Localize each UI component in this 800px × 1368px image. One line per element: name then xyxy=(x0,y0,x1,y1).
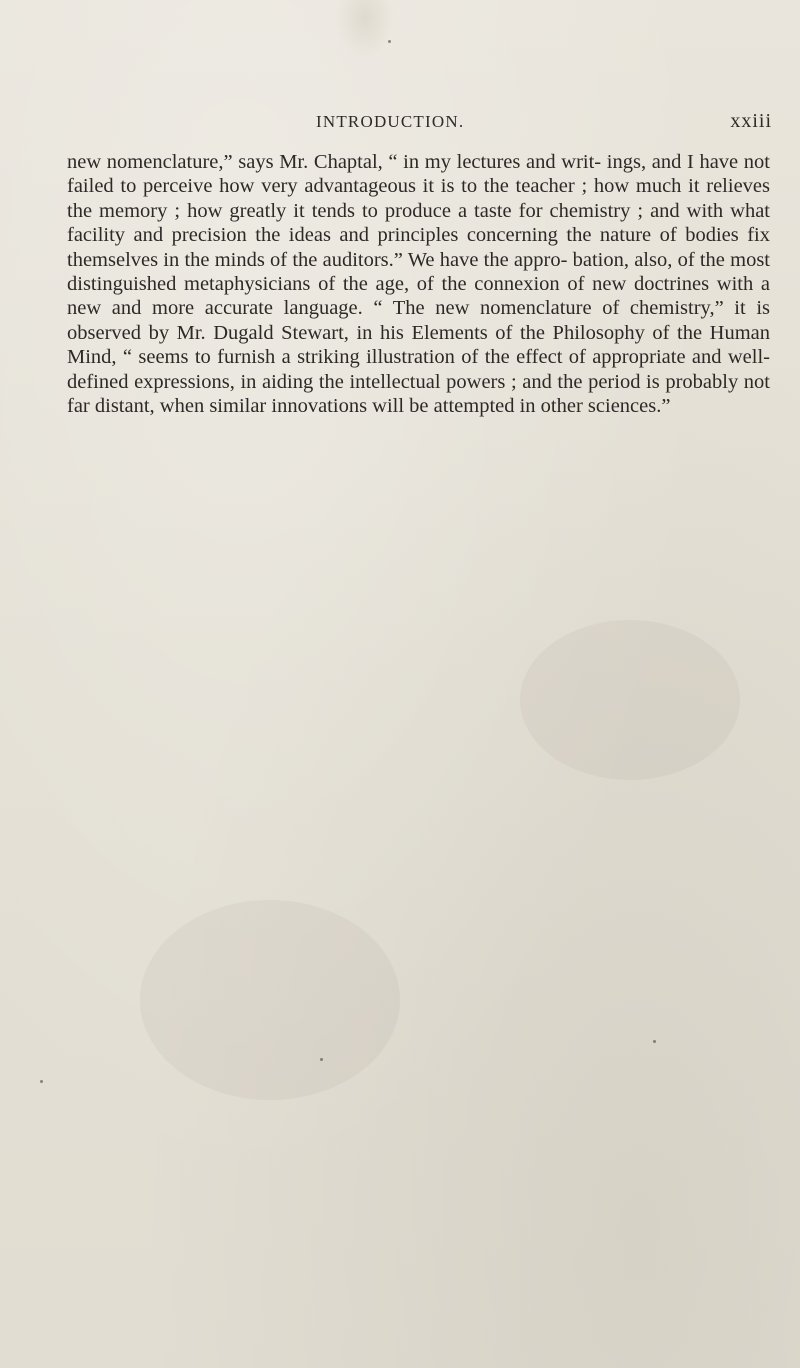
page-stain xyxy=(140,900,400,1100)
page-stain xyxy=(520,620,740,780)
page-speck xyxy=(40,1080,43,1083)
page-speck xyxy=(653,1040,656,1043)
running-head-title: INTRODUCTION. xyxy=(316,112,465,131)
page-speck xyxy=(388,40,391,43)
page-speck xyxy=(320,1058,323,1061)
running-head xyxy=(0,112,800,136)
page-blemish xyxy=(335,0,395,60)
page-number: xxiii xyxy=(730,110,772,132)
body-paragraph: new nomenclature,” says Mr. Chaptal, “ in my lectures and writ- ings, and I have not failed to perceive how very advantageous it is to the teacher ; how much it relieves the memory ; how greatly it tends to produce a taste for chemistry ; and with what facility and precision the ideas and principles concerning the nature of bodies fix themselves in the minds of the auditors.” We have the appro- bation, also, of the most distinguished metaphysicians of the age, of the connexion of new doctrines with a new and more accurate language. “ The new nomenclature of chemistry,” it is observed by Mr. Dugald Stewart, in his Elements of the Philosophy of the Human Mind, “ seems to furnish a striking illustration of the effect of appropriate and well-defined expressions, in aiding the intellectual powers ; and the period is probably not far distant, when similar innovations will be attempted in other sciences.” xyxy=(67,151,770,418)
